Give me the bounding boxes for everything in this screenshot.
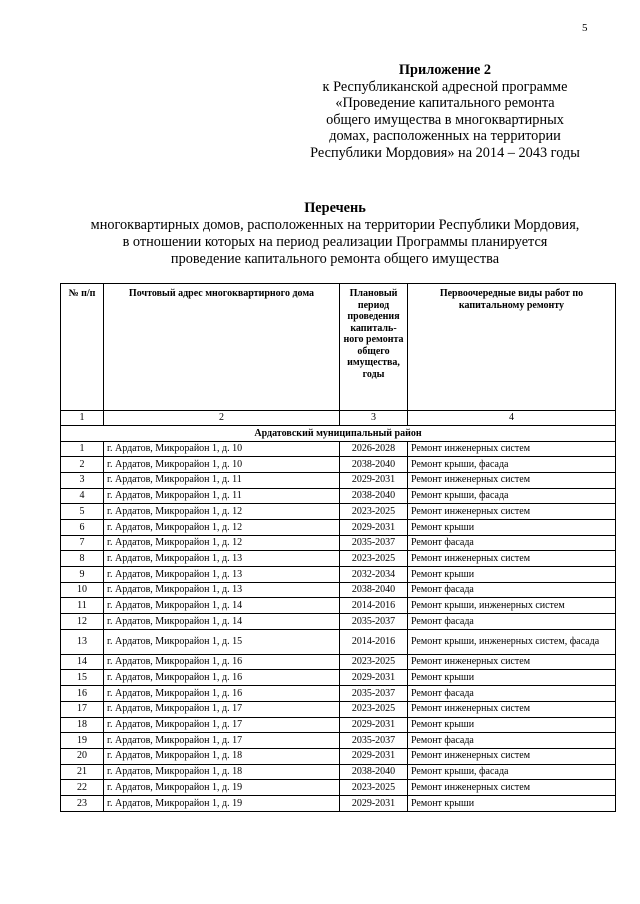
- cell-address: г. Ардатов, Микрорайон 1, д. 12: [104, 535, 340, 551]
- table-row: [61, 582, 616, 598]
- table-row: [61, 472, 616, 488]
- cell-works: Ремонт крыши, инженерных систем, фасада: [408, 629, 616, 654]
- cell-period: 2023-2025: [340, 551, 408, 567]
- cell-period: 2029-2031: [340, 748, 408, 764]
- cell-num: 20: [61, 748, 104, 764]
- group-row: [61, 426, 616, 442]
- column-number: 1: [61, 411, 104, 426]
- cell-num: 18: [61, 717, 104, 733]
- header-address: Почтовый адрес многоквартирного дома: [104, 284, 340, 411]
- cell-works: Ремонт крыши: [408, 567, 616, 583]
- table-row: [61, 780, 616, 796]
- appendix-line: домах, расположенных на территории: [329, 128, 561, 145]
- table-row: [61, 535, 616, 551]
- cell-address: г. Ардатов, Микрорайон 1, д. 18: [104, 748, 340, 764]
- header-period: Плановый период проведения капиталь-ного ремонта общего имущества, годы: [340, 284, 408, 411]
- cell-num: 21: [61, 764, 104, 780]
- cell-address: г. Ардатов, Микрорайон 1, д. 10: [104, 457, 340, 473]
- cell-num: 1: [61, 441, 104, 457]
- cell-period: 2014-2016: [340, 598, 408, 614]
- cell-address: г. Ардатов, Микрорайон 1, д. 17: [104, 701, 340, 717]
- column-number: 2: [104, 411, 340, 426]
- table-row: [61, 717, 616, 733]
- cell-num: 11: [61, 598, 104, 614]
- cell-num: 4: [61, 488, 104, 504]
- cell-works: Ремонт инженерных систем: [408, 701, 616, 717]
- cell-num: 23: [61, 795, 104, 811]
- table-row: [61, 654, 616, 670]
- heading-line: проведение капитального ремонта общего имущества: [170, 251, 500, 267]
- table-row: [61, 733, 616, 749]
- cell-works: Ремонт крыши: [408, 519, 616, 535]
- cell-period: 2029-2031: [340, 670, 408, 686]
- cell-address: г. Ардатов, Микрорайон 1, д. 14: [104, 614, 340, 630]
- cell-address: г. Ардатов, Микрорайон 1, д. 12: [104, 519, 340, 535]
- cell-works: Ремонт крыши, фасада: [408, 764, 616, 780]
- column-number: 3: [340, 411, 408, 426]
- cell-num: 7: [61, 535, 104, 551]
- cell-num: 13: [61, 629, 104, 654]
- cell-works: Ремонт фасада: [408, 733, 616, 749]
- heading-line: в отношении которых на период реализации Программы планируется: [122, 234, 548, 250]
- cell-address: г. Ардатов, Микрорайон 1, д. 16: [104, 654, 340, 670]
- cell-period: 2029-2031: [340, 795, 408, 811]
- appendix-block: [290, 62, 600, 162]
- cell-num: 12: [61, 614, 104, 630]
- cell-address: г. Ардатов, Микрорайон 1, д. 13: [104, 567, 340, 583]
- table-row: [61, 686, 616, 702]
- page-number: 5: [582, 22, 588, 34]
- list-heading: [40, 200, 630, 268]
- cell-works: Ремонт инженерных систем: [408, 780, 616, 796]
- table-row: [61, 441, 616, 457]
- cell-period: 2032-2034: [340, 567, 408, 583]
- cell-address: г. Ардатов, Микрорайон 1, д. 11: [104, 472, 340, 488]
- cell-works: Ремонт фасада: [408, 614, 616, 630]
- appendix-line: Республики Мордовия» на 2014 – 2043 годы: [310, 144, 580, 161]
- cell-address: г. Ардатов, Микрорайон 1, д. 17: [104, 733, 340, 749]
- table-row: [61, 504, 616, 520]
- cell-period: 2035-2037: [340, 614, 408, 630]
- cell-address: г. Ардатов, Микрорайон 1, д. 13: [104, 551, 340, 567]
- cell-num: 16: [61, 686, 104, 702]
- cell-address: г. Ардатов, Микрорайон 1, д. 17: [104, 717, 340, 733]
- cell-num: 14: [61, 654, 104, 670]
- cell-period: 2026-2028: [340, 441, 408, 457]
- cell-works: Ремонт крыши: [408, 795, 616, 811]
- cell-num: 10: [61, 582, 104, 598]
- group-label: Ардатовский муниципальный район: [61, 426, 616, 442]
- cell-works: Ремонт фасада: [408, 535, 616, 551]
- cell-num: 6: [61, 519, 104, 535]
- cell-num: 19: [61, 733, 104, 749]
- header-works: Первоочередные виды работ по капитальному ремонту: [408, 284, 616, 411]
- cell-period: 2029-2031: [340, 472, 408, 488]
- cell-address: г. Ардатов, Микрорайон 1, д. 19: [104, 780, 340, 796]
- table-row: [61, 598, 616, 614]
- table-row: [61, 629, 616, 654]
- heading-title: Перечень: [304, 200, 366, 216]
- cell-num: 3: [61, 472, 104, 488]
- cell-address: г. Ардатов, Микрорайон 1, д. 15: [104, 629, 340, 654]
- header-num: № п/п: [61, 284, 104, 411]
- cell-works: Ремонт крыши, фасада: [408, 457, 616, 473]
- cell-works: Ремонт крыши, инженерных систем: [408, 598, 616, 614]
- cell-works: Ремонт инженерных систем: [408, 441, 616, 457]
- cell-address: г. Ардатов, Микрорайон 1, д. 16: [104, 670, 340, 686]
- table-header-row: [61, 284, 616, 411]
- cell-period: 2023-2025: [340, 504, 408, 520]
- appendix-title: Приложение 2: [398, 62, 492, 78]
- table-row: [61, 519, 616, 535]
- table-row: [61, 614, 616, 630]
- cell-works: Ремонт инженерных систем: [408, 472, 616, 488]
- cell-address: г. Ардатов, Микрорайон 1, д. 12: [104, 504, 340, 520]
- heading-line: многоквартирных домов, расположенных на территории Республики Мордовия,: [90, 217, 580, 233]
- cell-period: 2029-2031: [340, 519, 408, 535]
- cell-works: Ремонт крыши: [408, 717, 616, 733]
- table-row: [61, 795, 616, 811]
- column-number: 4: [408, 411, 616, 426]
- cell-address: г. Ардатов, Микрорайон 1, д. 11: [104, 488, 340, 504]
- cell-address: г. Ардатов, Микрорайон 1, д. 14: [104, 598, 340, 614]
- cell-period: 2038-2040: [340, 582, 408, 598]
- appendix-line: общего имущества в многоквартирных: [326, 111, 564, 128]
- table-row: [61, 748, 616, 764]
- cell-works: Ремонт крыши: [408, 670, 616, 686]
- table-row: [61, 701, 616, 717]
- table-row: [61, 551, 616, 567]
- cell-period: 2035-2037: [340, 733, 408, 749]
- table-row: [61, 457, 616, 473]
- cell-period: 2038-2040: [340, 764, 408, 780]
- cell-period: 2023-2025: [340, 780, 408, 796]
- cell-works: Ремонт инженерных систем: [408, 504, 616, 520]
- cell-address: г. Ардатов, Микрорайон 1, д. 10: [104, 441, 340, 457]
- cell-works: Ремонт инженерных систем: [408, 551, 616, 567]
- cell-num: 8: [61, 551, 104, 567]
- cell-period: 2035-2037: [340, 686, 408, 702]
- cell-works: Ремонт крыши, фасада: [408, 488, 616, 504]
- cell-works: Ремонт инженерных систем: [408, 654, 616, 670]
- cell-num: 9: [61, 567, 104, 583]
- appendix-line: «Проведение капитального ремонта: [335, 95, 555, 112]
- cell-address: г. Ардатов, Микрорайон 1, д. 13: [104, 582, 340, 598]
- cell-address: г. Ардатов, Микрорайон 1, д. 16: [104, 686, 340, 702]
- table-row: [61, 764, 616, 780]
- cell-period: 2038-2040: [340, 488, 408, 504]
- cell-address: г. Ардатов, Микрорайон 1, д. 19: [104, 795, 340, 811]
- appendix-line: к Республиканской адресной программе: [322, 78, 568, 95]
- cell-num: 17: [61, 701, 104, 717]
- table-row: [61, 567, 616, 583]
- cell-num: 5: [61, 504, 104, 520]
- cell-num: 15: [61, 670, 104, 686]
- cell-num: 2: [61, 457, 104, 473]
- cell-num: 22: [61, 780, 104, 796]
- table-row: [61, 670, 616, 686]
- buildings-table: [60, 283, 616, 812]
- column-numbers-row: [61, 411, 616, 426]
- cell-period: 2029-2031: [340, 717, 408, 733]
- cell-works: Ремонт фасада: [408, 582, 616, 598]
- cell-address: г. Ардатов, Микрорайон 1, д. 18: [104, 764, 340, 780]
- cell-period: 2014-2016: [340, 629, 408, 654]
- table-row: [61, 488, 616, 504]
- cell-works: Ремонт инженерных систем: [408, 748, 616, 764]
- cell-period: 2038-2040: [340, 457, 408, 473]
- cell-works: Ремонт фасада: [408, 686, 616, 702]
- cell-period: 2023-2025: [340, 701, 408, 717]
- cell-period: 2023-2025: [340, 654, 408, 670]
- cell-period: 2035-2037: [340, 535, 408, 551]
